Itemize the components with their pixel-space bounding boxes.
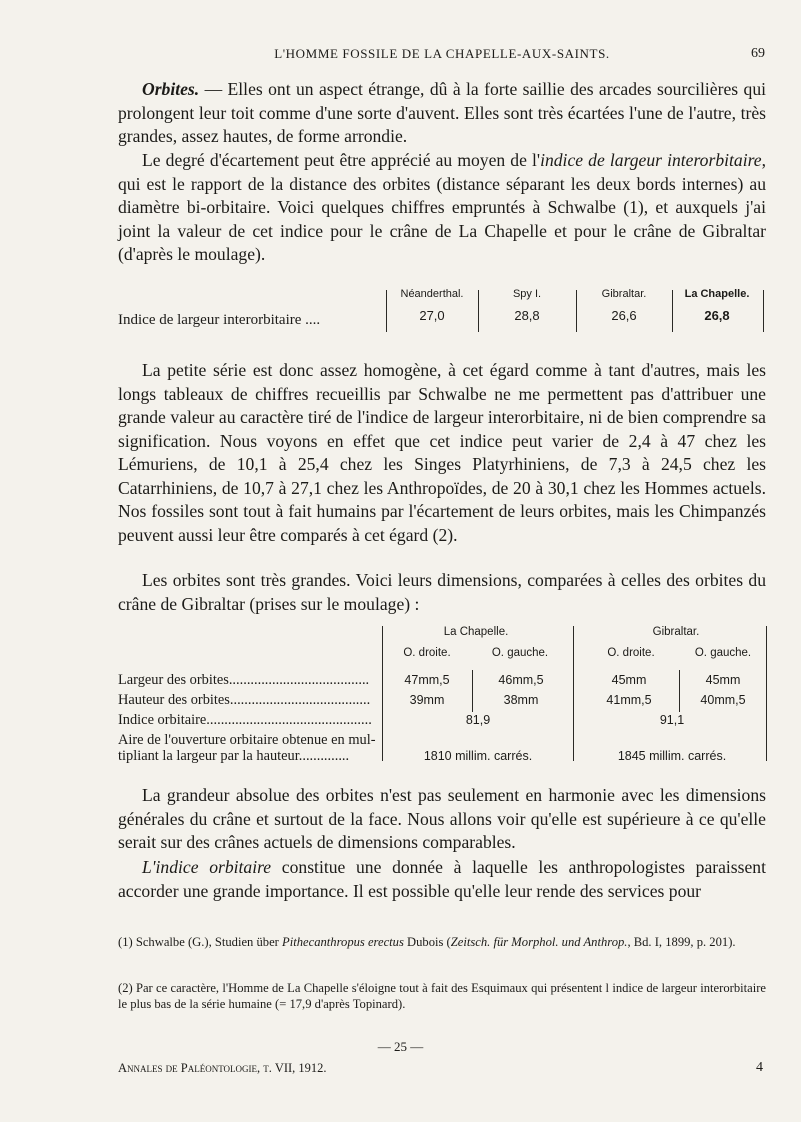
table-cell: 81,9 — [465, 713, 491, 727]
table-cell: 26,8 — [704, 308, 730, 323]
paragraph-orbites — [118, 78, 766, 149]
emphasis-term: Zeitsch. für Morphol. und Anthrop. — [450, 935, 628, 949]
footnote-2: (2) Par ce caractère, l'Homme de La Chapelle s'éloigne tout à fait des Esquimaux qui présentent l indice de largeur interorbitaire le plus bas de la série humaine (= 17,9 d'après Topinard). — [118, 981, 766, 1011]
table-row-label: Largeur des orbites....................................... — [118, 672, 370, 688]
table-cell: 40mm,5 — [700, 693, 746, 707]
column-header: O. droite. — [403, 647, 451, 659]
column-header: Spy I. — [512, 288, 542, 300]
table-row-label: Indice de largeur interorbitaire .... — [118, 312, 321, 328]
journal-reference: Annales de Paléontologie, t. VII, 1912. — [118, 1061, 327, 1075]
table-cell: 46mm,5 — [498, 673, 544, 687]
footnote-text: (1) Schwalbe (G.), Studien über — [118, 935, 283, 949]
footnote-text: , Bd. I, 1899, p. 201). — [627, 935, 736, 949]
table-cell: 27,0 — [419, 308, 445, 323]
column-header: O. gauche. — [694, 647, 752, 659]
table-row-label: tipliant la largeur par la hauteur.............. — [118, 748, 350, 764]
table-cell: 45mm — [705, 673, 741, 687]
table-row-label: Hauteur des orbites....................................... — [118, 692, 371, 708]
paragraph-serie: La petite série est donc assez homogène, à cet égard comme à tant d'autres, mais les longs tableaux de chiffres recueillis par Schwalbe ne me permettent pas d'attribuer une grande valeur au caractère tiré de l'indice de largeur interorbitaire, ni de bien comprendre sa signification. Nous voyons en effet que cet indice peut varier de 2,4 à 47 chez les Lémuriens, de 10,1 à 25,4 chez les Singes Platyrhiniens, de 7,3 à 24,5 chez les Catarrhiniens, de 10,7 à 27,1 chez les Anthropoïdes, de 20 à 30,1 chez les Hommes actuels. Nos fossiles sont tout à fait humains par l'écartement de leurs orbites, mais les Chimpanzés peuvent aussi leur être comparés à cet égard (2). — [118, 360, 766, 545]
paragraph-dimensions: Les orbites sont très grandes. Voici leurs dimensions, comparées à celles des orbites du crâne de Gibraltar (prises sur le moulage) : — [118, 570, 766, 614]
table-cell: 1845 millim. carrés. — [617, 749, 727, 763]
table-cell: 28,8 — [514, 308, 540, 323]
interorbital-index-table — [118, 288, 768, 332]
table-divider — [478, 290, 479, 332]
table-row-label: Indice orbitaire.............................................. — [118, 712, 372, 728]
column-header: Gibraltar. — [601, 288, 647, 300]
table-cell: 1810 millim. carrés. — [423, 749, 533, 763]
footnote-1 — [118, 934, 766, 950]
paragraph-text: Le degré d'écartement peut être apprécié au moyen de l' — [142, 150, 541, 170]
table-divider — [766, 626, 767, 761]
running-title: L'HOMME FOSSILE DE LA CHAPELLE-AUX-SAINTS. — [274, 46, 610, 61]
column-header: La Chapelle. — [684, 288, 750, 300]
table-cell: 41mm,5 — [606, 693, 652, 707]
table-divider — [472, 670, 473, 712]
table-row-label: Aire de l'ouverture orbitaire obtenue en mul- — [118, 732, 376, 748]
table-column — [580, 288, 668, 323]
table-divider — [386, 290, 387, 332]
footnote-text: Dubois ( — [403, 935, 451, 949]
table-divider — [763, 290, 764, 332]
table-cell: 91,1 — [659, 713, 685, 727]
table-divider — [679, 670, 680, 712]
table-divider — [576, 290, 577, 332]
table-column — [482, 288, 572, 323]
paragraph-text: constitue une donnée à laquelle les anthropologistes paraissent accorder une grande importance. Il est possible qu'elle leur rende des services pour — [118, 857, 766, 901]
table-divider — [672, 290, 673, 332]
table-divider — [573, 626, 574, 761]
column-header: O. droite. — [607, 647, 655, 659]
orbit-dimensions-table — [118, 626, 768, 764]
table-cell: 39mm — [409, 693, 445, 707]
printer-signature-number: — 25 — — [377, 1039, 424, 1054]
group-header: Gibraltar. — [652, 626, 700, 638]
paragraph-grandeur: La grandeur absolue des orbites n'est pas seulement en harmonie avec les dimensions générales du crâne et surtout de la face. Nous allons voir qu'elle est supérieure à ce qu'elle serait sur des crânes actuels de dimensions comparables. — [118, 785, 766, 852]
table-cell: 47mm,5 — [404, 673, 450, 687]
column-header: O. gauche. — [491, 647, 549, 659]
column-header: Néanderthal. — [400, 288, 464, 300]
section-lead: Orbites. — [142, 79, 200, 99]
table-cell: 38mm — [503, 693, 539, 707]
paragraph-text: — Elles ont un aspect étrange, dû à la forte saillie des arcades sourcilières qui prolongent leur toit comme d'une sorte d'auvent. Elles sont très écartées l'une de l'autre, très grandes, assez hautes, de forme arrondie. — [118, 79, 766, 146]
table-column — [674, 288, 760, 323]
table-cell: 45mm — [611, 673, 647, 687]
table-cell: 26,6 — [611, 308, 637, 323]
emphasis-term: L'indice orbitaire — [142, 857, 272, 877]
paragraph-ecartement — [118, 149, 766, 267]
page-number: 69 — [751, 46, 765, 61]
emphasis-term: indice de largeur interorbitaire — [540, 150, 762, 170]
gathering-signature: 4 — [756, 1060, 763, 1075]
group-header: La Chapelle. — [443, 626, 509, 638]
paragraph-text: , qui est le rapport de la distance des orbites (distance séparant les deux bords internes) au diamètre bi-orbitaire. Voici quelques chiffres empruntés à Schwalbe (1), et auxquels j'ai joint la valeur de cet indice pour le crâne de La Chapelle et pour le crâne de Gibraltar (d'après le moulage). — [118, 150, 766, 264]
emphasis-term: Pithecanthropus erectus — [282, 935, 404, 949]
table-divider — [382, 626, 383, 761]
table-column — [390, 288, 474, 323]
paragraph-indice-orbitaire — [118, 856, 766, 903]
